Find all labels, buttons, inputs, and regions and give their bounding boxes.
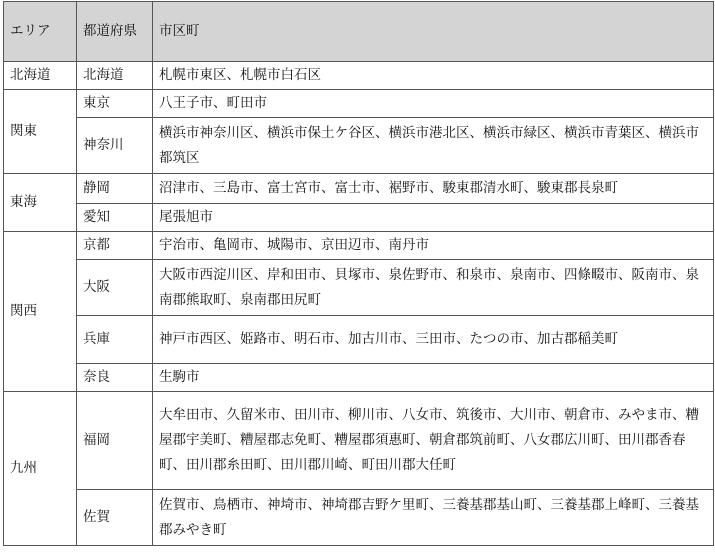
header-cities: 市区町 <box>153 2 714 62</box>
service-area-table <box>3 1 714 546</box>
area-cell: 関東 <box>4 90 77 174</box>
cities-cell: 生駒市 <box>153 364 714 392</box>
area-cell: 東海 <box>4 174 77 232</box>
table-row <box>4 174 714 204</box>
prefecture-cell: 神奈川 <box>77 118 153 174</box>
table-row <box>4 118 714 174</box>
cities-cell: 宇治市、亀岡市、城陽市、京田辺市、南丹市 <box>153 232 714 260</box>
prefecture-cell: 北海道 <box>77 62 153 90</box>
prefecture-cell: 福岡 <box>77 392 153 490</box>
cities-cell: 神戸市西区、姫路市、明石市、加古川市、三田市、たつの市、加古郡稲美町 <box>153 316 714 364</box>
cities-cell: 沼津市、三島市、富士宮市、富士市、裾野市、駿東郡清水町、駿東郡長泉町 <box>153 174 714 204</box>
table-header-row <box>4 2 714 62</box>
prefecture-cell: 大阪 <box>77 260 153 316</box>
prefecture-cell: 兵庫 <box>77 316 153 364</box>
prefecture-cell: 東京 <box>77 90 153 118</box>
area-cell: 九州 <box>4 392 77 546</box>
table-row <box>4 204 714 232</box>
cities-cell: 八王子市、町田市 <box>153 90 714 118</box>
cities-cell: 大阪市西淀川区、岸和田市、貝塚市、泉佐野市、和泉市、泉南市、四條畷市、阪南市、泉南郡熊取町、泉南郡田尻町 <box>153 260 714 316</box>
cities-cell: 佐賀市、鳥栖市、神埼市、神埼郡吉野ケ里町、三養基郡基山町、三養基郡上峰町、三養基郡みやき町 <box>153 490 714 546</box>
table-row <box>4 490 714 546</box>
prefecture-cell: 京都 <box>77 232 153 260</box>
area-cell: 関西 <box>4 232 77 392</box>
prefecture-cell: 奈良 <box>77 364 153 392</box>
cities-cell: 横浜市神奈川区、横浜市保土ケ谷区、横浜市港北区、横浜市緑区、横浜市青葉区、横浜市都筑区 <box>153 118 714 174</box>
cities-cell: 札幌市東区、札幌市白石区 <box>153 62 714 90</box>
table-row <box>4 260 714 316</box>
table-row <box>4 316 714 364</box>
cities-cell: 尾張旭市 <box>153 204 714 232</box>
table-row <box>4 90 714 118</box>
cities-cell: 大牟田市、久留米市、田川市、柳川市、八女市、筑後市、大川市、朝倉市、みやま市、糟屋郡宇美町、糟屋郡志免町、糟屋郡須惠町、朝倉郡筑前町、八女郡広川町、田川郡香春町、田川郡糸田町、田川郡川崎、町田川郡大任町 <box>153 392 714 490</box>
table-row <box>4 62 714 90</box>
prefecture-cell: 静岡 <box>77 174 153 204</box>
prefecture-cell: 愛知 <box>77 204 153 232</box>
prefecture-cell: 佐賀 <box>77 490 153 546</box>
header-area: エリア <box>4 2 77 62</box>
table-row <box>4 392 714 490</box>
table-row <box>4 232 714 260</box>
area-cell: 北海道 <box>4 62 77 90</box>
table-row <box>4 364 714 392</box>
header-prefecture: 都道府県 <box>77 2 153 62</box>
